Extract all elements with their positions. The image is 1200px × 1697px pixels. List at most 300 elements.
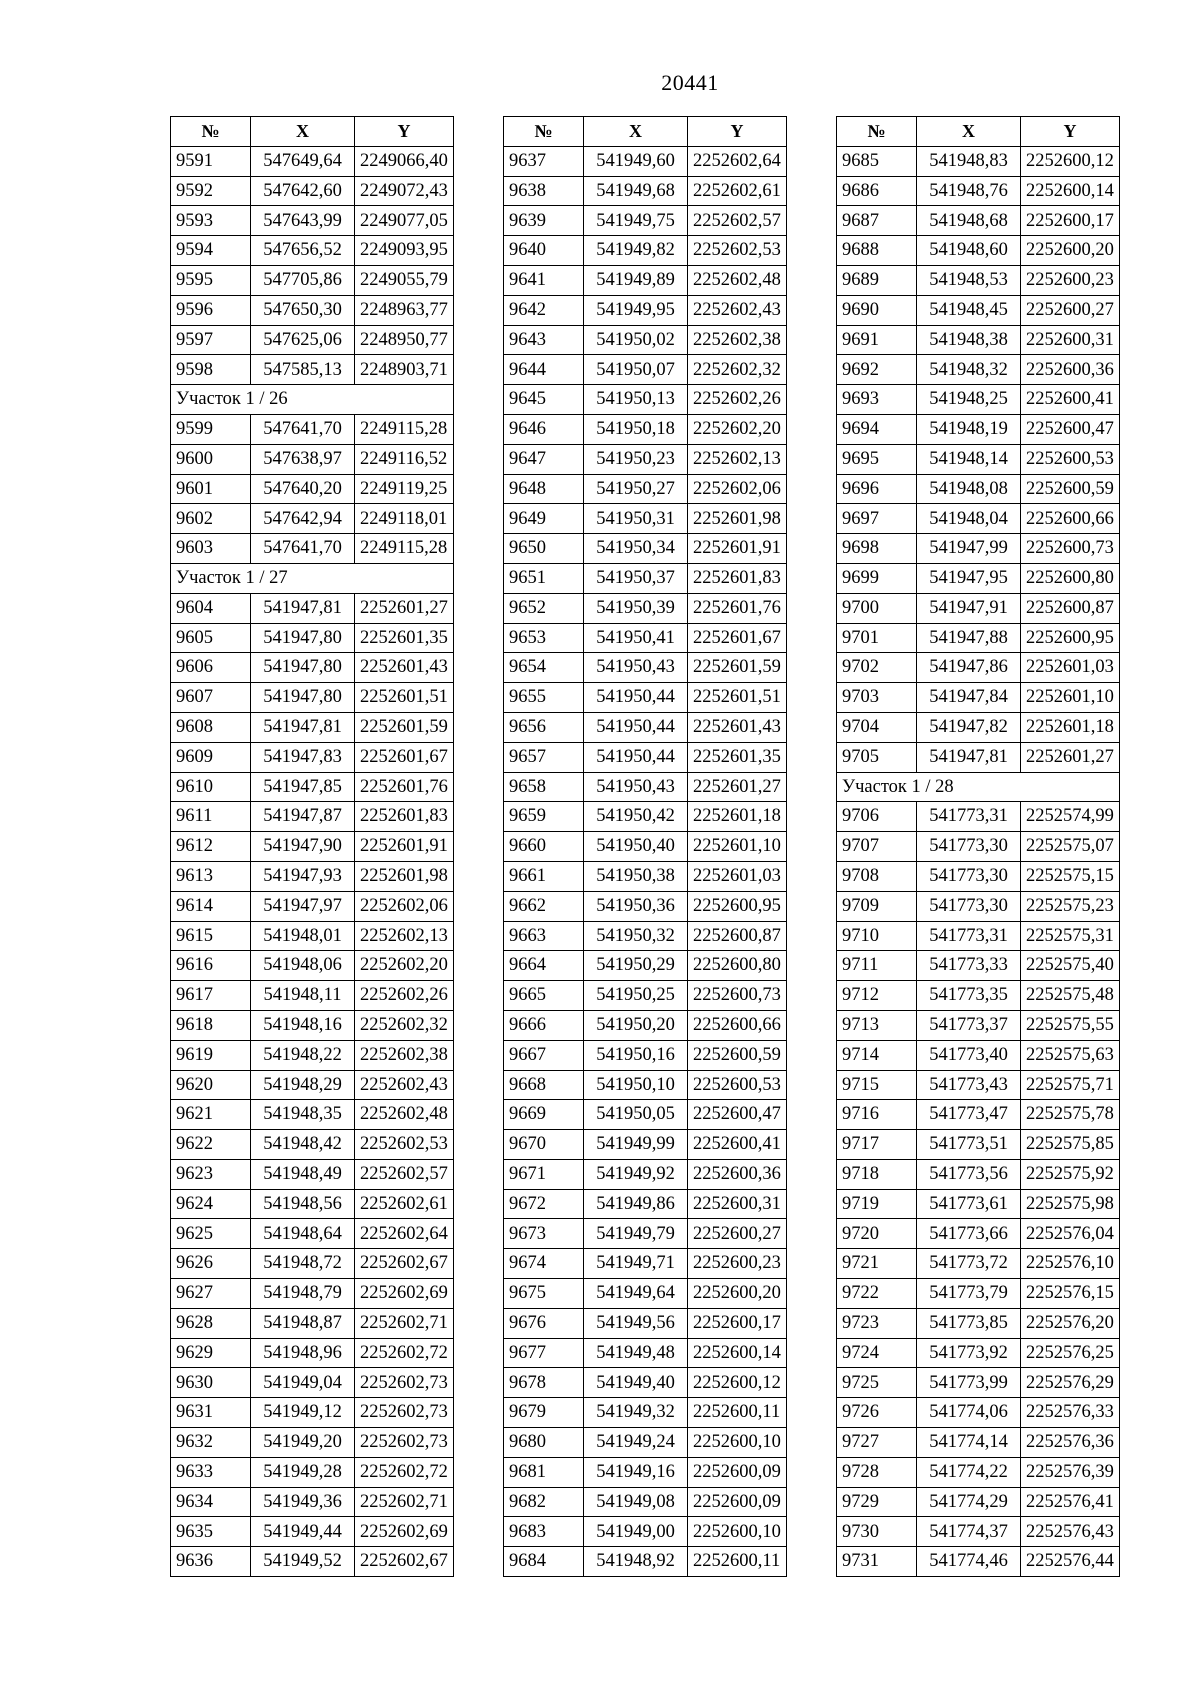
section-row <box>837 772 1120 802</box>
point-number-cell: 9608 <box>171 712 251 742</box>
y-coordinate-cell: 2252575,07 <box>1021 832 1120 862</box>
x-coordinate-cell: 547642,94 <box>251 504 355 534</box>
x-coordinate-cell: 541949,89 <box>584 265 688 295</box>
column-header-no: № <box>504 117 584 147</box>
x-coordinate-cell: 541948,06 <box>251 951 355 981</box>
table-row <box>171 355 454 385</box>
table-row <box>171 742 454 772</box>
column-header-x: X <box>917 117 1021 147</box>
x-coordinate-cell: 541948,87 <box>251 1308 355 1338</box>
table-row <box>171 712 454 742</box>
y-coordinate-cell: 2252576,20 <box>1021 1308 1120 1338</box>
table-row <box>837 563 1120 593</box>
y-coordinate-cell: 2252601,83 <box>688 563 787 593</box>
y-coordinate-cell: 2252576,10 <box>1021 1249 1120 1279</box>
y-coordinate-cell: 2252601,76 <box>355 772 454 802</box>
x-coordinate-cell: 541949,12 <box>251 1398 355 1428</box>
x-coordinate-cell: 541947,80 <box>251 683 355 713</box>
x-coordinate-cell: 541774,22 <box>917 1457 1021 1487</box>
table-row <box>504 236 787 266</box>
table-row <box>504 295 787 325</box>
table-row <box>504 1219 787 1249</box>
point-number-cell: 9694 <box>837 414 917 444</box>
table-body <box>837 146 1120 1576</box>
x-coordinate-cell: 541948,49 <box>251 1159 355 1189</box>
point-number-cell: 9727 <box>837 1428 917 1458</box>
point-number-cell: 9674 <box>504 1249 584 1279</box>
point-number-cell: 9711 <box>837 951 917 981</box>
x-coordinate-cell: 541950,10 <box>584 1070 688 1100</box>
table-row <box>504 891 787 921</box>
y-coordinate-cell: 2252600,12 <box>1021 146 1120 176</box>
point-number-cell: 9631 <box>171 1398 251 1428</box>
y-coordinate-cell: 2252601,59 <box>688 653 787 683</box>
point-number-cell: 9657 <box>504 742 584 772</box>
x-coordinate-cell: 541948,42 <box>251 1130 355 1160</box>
y-coordinate-cell: 2252601,03 <box>1021 653 1120 683</box>
point-number-cell: 9731 <box>837 1547 917 1577</box>
x-coordinate-cell: 541947,84 <box>917 683 1021 713</box>
x-coordinate-cell: 541949,64 <box>584 1279 688 1309</box>
x-coordinate-cell: 541949,24 <box>584 1428 688 1458</box>
x-coordinate-cell: 541947,80 <box>251 623 355 653</box>
table-row <box>171 951 454 981</box>
y-coordinate-cell: 2252602,67 <box>355 1249 454 1279</box>
x-coordinate-cell: 541950,39 <box>584 593 688 623</box>
y-coordinate-cell: 2252602,43 <box>355 1070 454 1100</box>
y-coordinate-cell: 2249066,40 <box>355 146 454 176</box>
point-number-cell: 9591 <box>171 146 251 176</box>
x-coordinate-cell: 541948,01 <box>251 921 355 951</box>
y-coordinate-cell: 2252600,17 <box>1021 206 1120 236</box>
point-number-cell: 9680 <box>504 1428 584 1458</box>
y-coordinate-cell: 2252575,48 <box>1021 981 1120 1011</box>
x-coordinate-cell: 541948,32 <box>917 355 1021 385</box>
y-coordinate-cell: 2252602,53 <box>355 1130 454 1160</box>
point-number-cell: 9653 <box>504 623 584 653</box>
x-coordinate-cell: 541950,41 <box>584 623 688 653</box>
x-coordinate-cell: 541948,38 <box>917 325 1021 355</box>
x-coordinate-cell: 541950,25 <box>584 981 688 1011</box>
table-row <box>171 1368 454 1398</box>
x-coordinate-cell: 541950,23 <box>584 444 688 474</box>
x-coordinate-cell: 541948,45 <box>917 295 1021 325</box>
table-row <box>504 1010 787 1040</box>
x-coordinate-cell: 541774,29 <box>917 1487 1021 1517</box>
table-row <box>171 504 454 534</box>
table-row <box>837 1159 1120 1189</box>
point-number-cell: 9688 <box>837 236 917 266</box>
point-number-cell: 9617 <box>171 981 251 1011</box>
x-coordinate-cell: 541948,60 <box>917 236 1021 266</box>
point-number-cell: 9630 <box>171 1368 251 1398</box>
table-row <box>837 1338 1120 1368</box>
x-coordinate-cell: 541773,33 <box>917 951 1021 981</box>
point-number-cell: 9716 <box>837 1100 917 1130</box>
y-coordinate-cell: 2252600,53 <box>688 1070 787 1100</box>
point-number-cell: 9624 <box>171 1189 251 1219</box>
table-row <box>171 146 454 176</box>
table-row <box>171 1457 454 1487</box>
column-header-y: Y <box>688 117 787 147</box>
x-coordinate-cell: 541949,56 <box>584 1308 688 1338</box>
table-row <box>837 981 1120 1011</box>
table-row <box>504 742 787 772</box>
y-coordinate-cell: 2252602,64 <box>355 1219 454 1249</box>
table-row <box>837 593 1120 623</box>
table-row <box>171 1428 454 1458</box>
y-coordinate-cell: 2252601,10 <box>1021 683 1120 713</box>
point-number-cell: 9609 <box>171 742 251 772</box>
table-row <box>504 265 787 295</box>
y-coordinate-cell: 2252600,36 <box>688 1159 787 1189</box>
table-row <box>171 295 454 325</box>
header-row <box>171 117 454 147</box>
table-row <box>504 355 787 385</box>
table-row <box>171 802 454 832</box>
x-coordinate-cell: 547585,13 <box>251 355 355 385</box>
point-number-cell: 9601 <box>171 474 251 504</box>
x-coordinate-cell: 547642,60 <box>251 176 355 206</box>
y-coordinate-cell: 2249093,95 <box>355 236 454 266</box>
point-number-cell: 9621 <box>171 1100 251 1130</box>
point-number-cell: 9633 <box>171 1457 251 1487</box>
x-coordinate-cell: 541773,40 <box>917 1040 1021 1070</box>
column-header-y: Y <box>1021 117 1120 147</box>
y-coordinate-cell: 2252601,18 <box>1021 712 1120 742</box>
x-coordinate-cell: 541773,43 <box>917 1070 1021 1100</box>
table-row <box>504 951 787 981</box>
y-coordinate-cell: 2252600,09 <box>688 1487 787 1517</box>
x-coordinate-cell: 541773,92 <box>917 1338 1021 1368</box>
y-coordinate-cell: 2252575,23 <box>1021 891 1120 921</box>
point-number-cell: 9691 <box>837 325 917 355</box>
point-number-cell: 9606 <box>171 653 251 683</box>
x-coordinate-cell: 541948,72 <box>251 1249 355 1279</box>
point-number-cell: 9661 <box>504 861 584 891</box>
y-coordinate-cell: 2252601,51 <box>688 683 787 713</box>
point-number-cell: 9710 <box>837 921 917 951</box>
x-coordinate-cell: 541773,85 <box>917 1308 1021 1338</box>
x-coordinate-cell: 541949,44 <box>251 1517 355 1547</box>
table-row <box>171 265 454 295</box>
point-number-cell: 9667 <box>504 1040 584 1070</box>
column-header-x: X <box>251 117 355 147</box>
table-row <box>171 772 454 802</box>
y-coordinate-cell: 2252576,41 <box>1021 1487 1120 1517</box>
table-row <box>171 1010 454 1040</box>
y-coordinate-cell: 2252602,72 <box>355 1338 454 1368</box>
table-row <box>837 1517 1120 1547</box>
y-coordinate-cell: 2252602,13 <box>355 921 454 951</box>
x-coordinate-cell: 541950,18 <box>584 414 688 444</box>
table-row <box>504 563 787 593</box>
y-coordinate-cell: 2252601,18 <box>688 802 787 832</box>
table-row <box>504 1398 787 1428</box>
y-coordinate-cell: 2252602,38 <box>688 325 787 355</box>
x-coordinate-cell: 541948,22 <box>251 1040 355 1070</box>
point-number-cell: 9641 <box>504 265 584 295</box>
x-coordinate-cell: 547650,30 <box>251 295 355 325</box>
point-number-cell: 9628 <box>171 1308 251 1338</box>
table-row <box>837 1219 1120 1249</box>
point-number-cell: 9614 <box>171 891 251 921</box>
coordinates-table-1 <box>170 116 454 1577</box>
y-coordinate-cell: 2252575,15 <box>1021 861 1120 891</box>
table-row <box>171 1308 454 1338</box>
point-number-cell: 9619 <box>171 1040 251 1070</box>
y-coordinate-cell: 2249115,28 <box>355 414 454 444</box>
y-coordinate-cell: 2252600,80 <box>1021 563 1120 593</box>
table-row <box>837 1308 1120 1338</box>
x-coordinate-cell: 541949,68 <box>584 176 688 206</box>
column-header-x: X <box>584 117 688 147</box>
table-row <box>171 981 454 1011</box>
x-coordinate-cell: 541950,40 <box>584 832 688 862</box>
table-row <box>837 683 1120 713</box>
y-coordinate-cell: 2252602,73 <box>355 1428 454 1458</box>
point-number-cell: 9646 <box>504 414 584 444</box>
table-row <box>837 1100 1120 1130</box>
point-number-cell: 9693 <box>837 385 917 415</box>
x-coordinate-cell: 541950,13 <box>584 385 688 415</box>
point-number-cell: 9663 <box>504 921 584 951</box>
y-coordinate-cell: 2252602,06 <box>688 474 787 504</box>
point-number-cell: 9625 <box>171 1219 251 1249</box>
x-coordinate-cell: 541949,71 <box>584 1249 688 1279</box>
point-number-cell: 9640 <box>504 236 584 266</box>
table-row <box>171 1189 454 1219</box>
point-number-cell: 9717 <box>837 1130 917 1160</box>
table-row <box>837 176 1120 206</box>
y-coordinate-cell: 2252602,69 <box>355 1517 454 1547</box>
x-coordinate-cell: 547641,70 <box>251 534 355 564</box>
point-number-cell: 9658 <box>504 772 584 802</box>
section-row <box>171 385 454 415</box>
point-number-cell: 9714 <box>837 1040 917 1070</box>
y-coordinate-cell: 2252602,20 <box>688 414 787 444</box>
x-coordinate-cell: 541948,68 <box>917 206 1021 236</box>
point-number-cell: 9610 <box>171 772 251 802</box>
table-row <box>837 385 1120 415</box>
x-coordinate-cell: 541773,66 <box>917 1219 1021 1249</box>
y-coordinate-cell: 2252601,35 <box>688 742 787 772</box>
point-number-cell: 9689 <box>837 265 917 295</box>
x-coordinate-cell: 547649,64 <box>251 146 355 176</box>
y-coordinate-cell: 2249118,01 <box>355 504 454 534</box>
x-coordinate-cell: 541773,30 <box>917 832 1021 862</box>
x-coordinate-cell: 541949,86 <box>584 1189 688 1219</box>
y-coordinate-cell: 2252602,67 <box>355 1547 454 1577</box>
x-coordinate-cell: 541947,93 <box>251 861 355 891</box>
table-row <box>171 414 454 444</box>
y-coordinate-cell: 2252600,66 <box>1021 504 1120 534</box>
point-number-cell: 9656 <box>504 712 584 742</box>
x-coordinate-cell: 541773,30 <box>917 891 1021 921</box>
table-row <box>504 1189 787 1219</box>
y-coordinate-cell: 2252601,98 <box>688 504 787 534</box>
table-row <box>837 265 1120 295</box>
table-row <box>504 712 787 742</box>
x-coordinate-cell: 541773,72 <box>917 1249 1021 1279</box>
x-coordinate-cell: 547640,20 <box>251 474 355 504</box>
point-number-cell: 9648 <box>504 474 584 504</box>
x-coordinate-cell: 547656,52 <box>251 236 355 266</box>
table-row <box>504 1457 787 1487</box>
point-number-cell: 9692 <box>837 355 917 385</box>
x-coordinate-cell: 541774,06 <box>917 1398 1021 1428</box>
x-coordinate-cell: 541948,79 <box>251 1279 355 1309</box>
table-row <box>504 146 787 176</box>
table-row <box>504 1130 787 1160</box>
point-number-cell: 9708 <box>837 861 917 891</box>
y-coordinate-cell: 2252601,03 <box>688 861 787 891</box>
table-row <box>504 832 787 862</box>
y-coordinate-cell: 2252575,78 <box>1021 1100 1120 1130</box>
point-number-cell: 9682 <box>504 1487 584 1517</box>
x-coordinate-cell: 541949,40 <box>584 1368 688 1398</box>
point-number-cell: 9651 <box>504 563 584 593</box>
table-row <box>504 534 787 564</box>
y-coordinate-cell: 2252601,98 <box>355 861 454 891</box>
x-coordinate-cell: 541949,99 <box>584 1130 688 1160</box>
x-coordinate-cell: 541947,81 <box>917 742 1021 772</box>
point-number-cell: 9604 <box>171 593 251 623</box>
table-row <box>171 921 454 951</box>
point-number-cell: 9669 <box>504 1100 584 1130</box>
y-coordinate-cell: 2252602,73 <box>355 1398 454 1428</box>
coordinates-table-2 <box>503 116 787 1577</box>
section-title: Участок 1 / 26 <box>171 385 454 415</box>
y-coordinate-cell: 2252602,71 <box>355 1487 454 1517</box>
y-coordinate-cell: 2252575,55 <box>1021 1010 1120 1040</box>
point-number-cell: 9664 <box>504 951 584 981</box>
x-coordinate-cell: 541948,25 <box>917 385 1021 415</box>
table-row <box>171 861 454 891</box>
x-coordinate-cell: 541948,92 <box>584 1547 688 1577</box>
y-coordinate-cell: 2252602,32 <box>355 1010 454 1040</box>
point-number-cell: 9672 <box>504 1189 584 1219</box>
point-number-cell: 9724 <box>837 1338 917 1368</box>
point-number-cell: 9697 <box>837 504 917 534</box>
x-coordinate-cell: 541950,43 <box>584 772 688 802</box>
x-coordinate-cell: 541774,46 <box>917 1547 1021 1577</box>
x-coordinate-cell: 541948,04 <box>917 504 1021 534</box>
table-row <box>171 1398 454 1428</box>
y-coordinate-cell: 2252601,43 <box>688 712 787 742</box>
point-number-cell: 9622 <box>171 1130 251 1160</box>
x-coordinate-cell: 547643,99 <box>251 206 355 236</box>
x-coordinate-cell: 547705,86 <box>251 265 355 295</box>
x-coordinate-cell: 541948,83 <box>917 146 1021 176</box>
x-coordinate-cell: 541947,82 <box>917 712 1021 742</box>
x-coordinate-cell: 541950,43 <box>584 653 688 683</box>
point-number-cell: 9644 <box>504 355 584 385</box>
y-coordinate-cell: 2252600,14 <box>688 1338 787 1368</box>
x-coordinate-cell: 541948,96 <box>251 1338 355 1368</box>
point-number-cell: 9700 <box>837 593 917 623</box>
table-row <box>171 1070 454 1100</box>
y-coordinate-cell: 2249116,52 <box>355 444 454 474</box>
y-coordinate-cell: 2252600,11 <box>688 1398 787 1428</box>
point-number-cell: 9685 <box>837 146 917 176</box>
point-number-cell: 9706 <box>837 802 917 832</box>
table-row <box>171 176 454 206</box>
point-number-cell: 9599 <box>171 414 251 444</box>
y-coordinate-cell: 2248963,77 <box>355 295 454 325</box>
point-number-cell: 9666 <box>504 1010 584 1040</box>
point-number-cell: 9618 <box>171 1010 251 1040</box>
table-row <box>171 474 454 504</box>
y-coordinate-cell: 2252600,73 <box>688 981 787 1011</box>
y-coordinate-cell: 2252601,91 <box>688 534 787 564</box>
table-row <box>171 1487 454 1517</box>
point-number-cell: 9713 <box>837 1010 917 1040</box>
table-row <box>504 1249 787 1279</box>
y-coordinate-cell: 2252575,40 <box>1021 951 1120 981</box>
x-coordinate-cell: 541949,00 <box>584 1517 688 1547</box>
table-row <box>837 1398 1120 1428</box>
y-coordinate-cell: 2252602,20 <box>355 951 454 981</box>
x-coordinate-cell: 541950,44 <box>584 742 688 772</box>
table-row <box>171 1130 454 1160</box>
table-row <box>171 236 454 266</box>
table-row <box>171 534 454 564</box>
point-number-cell: 9665 <box>504 981 584 1011</box>
table-row <box>837 206 1120 236</box>
point-number-cell: 9634 <box>171 1487 251 1517</box>
y-coordinate-cell: 2252602,32 <box>688 355 787 385</box>
table-row <box>504 653 787 683</box>
y-coordinate-cell: 2252602,61 <box>688 176 787 206</box>
table-row <box>837 1457 1120 1487</box>
y-coordinate-cell: 2252576,44 <box>1021 1547 1120 1577</box>
point-number-cell: 9643 <box>504 325 584 355</box>
table-row <box>837 623 1120 653</box>
x-coordinate-cell: 541950,44 <box>584 683 688 713</box>
point-number-cell: 9623 <box>171 1159 251 1189</box>
y-coordinate-cell: 2252600,23 <box>1021 265 1120 295</box>
y-coordinate-cell: 2252601,67 <box>688 623 787 653</box>
table-row <box>837 1547 1120 1577</box>
y-coordinate-cell: 2252600,20 <box>1021 236 1120 266</box>
x-coordinate-cell: 541950,27 <box>584 474 688 504</box>
y-coordinate-cell: 2252600,36 <box>1021 355 1120 385</box>
x-coordinate-cell: 541949,36 <box>251 1487 355 1517</box>
section-title: Участок 1 / 27 <box>171 563 454 593</box>
point-number-cell: 9615 <box>171 921 251 951</box>
y-coordinate-cell: 2252576,39 <box>1021 1457 1120 1487</box>
table-row <box>171 1040 454 1070</box>
y-coordinate-cell: 2252576,36 <box>1021 1428 1120 1458</box>
point-number-cell: 9620 <box>171 1070 251 1100</box>
point-number-cell: 9728 <box>837 1457 917 1487</box>
point-number-cell: 9726 <box>837 1398 917 1428</box>
table-row <box>837 832 1120 862</box>
y-coordinate-cell: 2252601,67 <box>355 742 454 772</box>
y-coordinate-cell: 2252602,71 <box>355 1308 454 1338</box>
table-row <box>837 1487 1120 1517</box>
y-coordinate-cell: 2252601,10 <box>688 832 787 862</box>
table-row <box>837 802 1120 832</box>
table-row <box>504 325 787 355</box>
y-coordinate-cell: 2252602,43 <box>688 295 787 325</box>
y-coordinate-cell: 2252600,31 <box>1021 325 1120 355</box>
x-coordinate-cell: 541774,37 <box>917 1517 1021 1547</box>
table-row <box>504 623 787 653</box>
point-number-cell: 9613 <box>171 861 251 891</box>
table-row <box>171 623 454 653</box>
